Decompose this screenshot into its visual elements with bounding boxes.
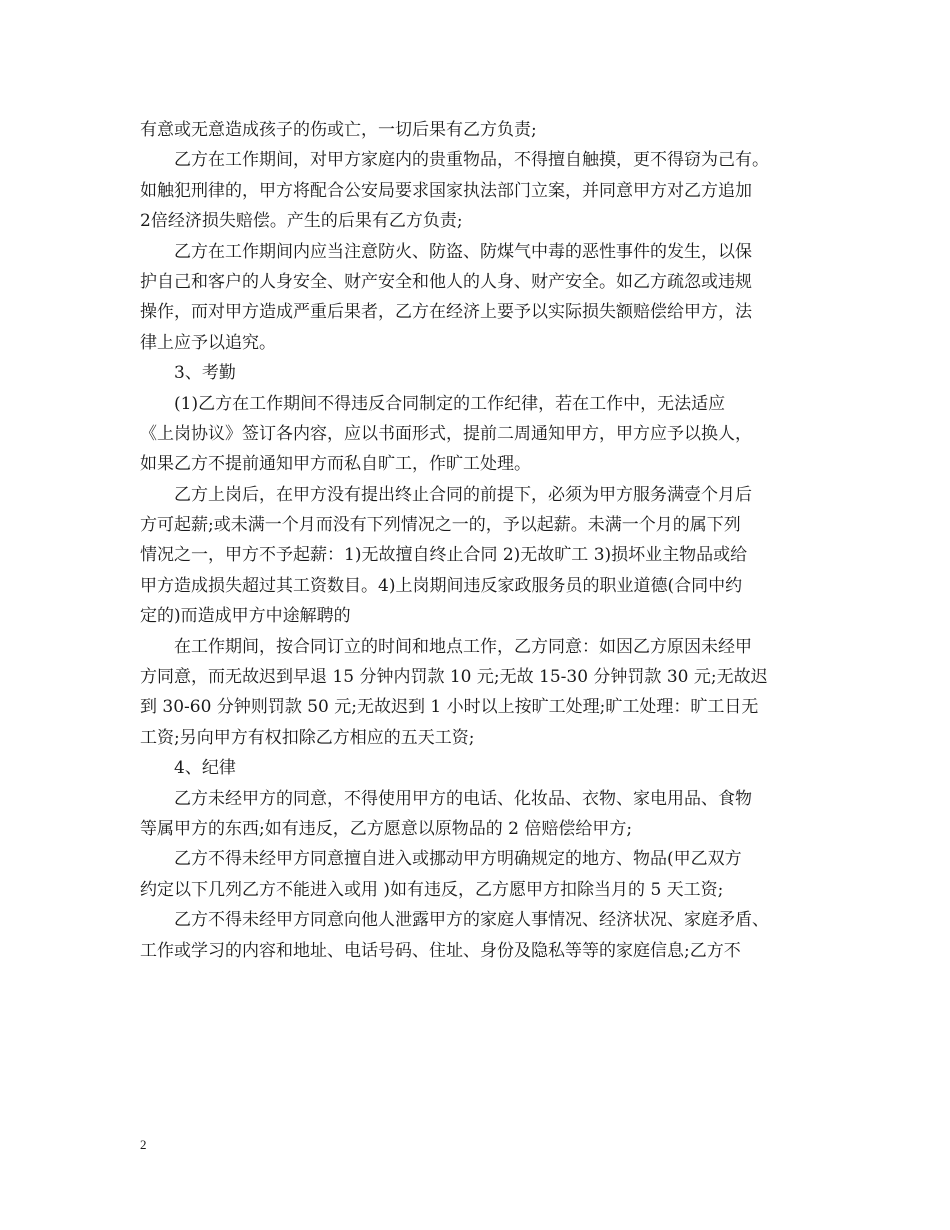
text-line: 工作或学习的内容和地址、电话号码、住址、身份及隐私等等的家庭信息;乙方不 bbox=[140, 940, 741, 961]
text-line: 方可起薪;或未满一个月而没有下列情况之一的，予以起薪。未满一个月的属下列 bbox=[140, 515, 741, 536]
text-line: 乙方在工作期间，对甲方家庭内的贵重物品，不得擅自触摸，更不得窃为己有。 bbox=[174, 150, 769, 171]
text-line: 律上应予以追究。 bbox=[140, 332, 276, 353]
text-line: 如触犯刑律的，甲方将配合公安局要求国家执法部门立案，并同意甲方对乙方追加 bbox=[140, 180, 752, 201]
text-line: 如果乙方不提前通知甲方而私自旷工，作旷工处理。 bbox=[140, 454, 531, 475]
text-line: 工资;另向甲方有权扣除乙方相应的五天工资; bbox=[140, 727, 475, 748]
text-line: 在工作期间，按合同订立的时间和地点工作，乙方同意：如因乙方原因未经甲 bbox=[174, 636, 752, 657]
text-line: 情况之一，甲方不予起薪：1)无故擅自终止合同 2)无故旷工 3)损坏业主物品或给 bbox=[140, 545, 748, 566]
text-line: 2倍经济损失赔偿。产生的后果有乙方负责; bbox=[140, 211, 463, 232]
text-line: 到 30-60 分钟则罚款 50 元;无故迟到 1 小时以上按旷工处理;旷工处理：旷工日无 bbox=[140, 697, 759, 718]
text-line: 甲方造成损失超过其工资数目。4)上岗期间违反家政服务员的职业道德(合同中约 bbox=[140, 575, 743, 596]
text-line: 操作，而对甲方造成严重后果者，乙方在经济上要予以实际损失额赔偿给甲方，法 bbox=[140, 302, 752, 323]
document-body bbox=[140, 115, 815, 966]
text-line: 方同意，而无故迟到早退 15 分钟内罚款 10 元;无故 15-30 分钟罚款 30 元;无故迟 bbox=[140, 667, 768, 688]
text-line: 乙方不得未经甲方同意向他人泄露甲方的家庭人事情况、经济状况、家庭矛盾、 bbox=[174, 910, 769, 931]
text-line: 乙方在工作期间内应当注意防火、防盗、防煤气中毒的恶性事件的发生，以保 bbox=[174, 241, 752, 262]
text-line: 乙方不得未经甲方同意擅自进入或挪动甲方明确规定的地方、物品(甲乙双方 bbox=[174, 849, 742, 870]
text-line: (1)乙方在工作期间不得违反合同制定的工作纪律，若在工作中，无法适应 bbox=[174, 393, 726, 414]
text-line: 乙方未经甲方的同意，不得使用甲方的电话、化妆品、衣物、家电用品、食物 bbox=[174, 788, 752, 809]
text-line: 定的)而造成甲方中途解聘的 bbox=[140, 606, 351, 627]
text-line: 护自己和客户的人身安全、财产安全和他人的人身、财产安全。如乙方疏忽或违规 bbox=[140, 271, 752, 292]
text-line: 3、考勤 bbox=[174, 363, 236, 384]
text-line: 等属甲方的东西;如有违反，乙方愿意以原物品的 2 倍赔偿给甲方; bbox=[140, 818, 633, 839]
text-line: 有意或无意造成孩子的伤或亡，一切后果有乙方负责; bbox=[140, 120, 537, 140]
text-line: 乙方上岗后，在甲方没有提出终止合同的前提下，必须为甲方服务满壹个月后 bbox=[174, 484, 752, 505]
text-line: 约定以下几列乙方不能进入或用 )如有违反，乙方愿甲方扣除当月的 5 天工资; bbox=[140, 879, 724, 900]
text-line: 4、纪律 bbox=[174, 758, 236, 779]
text-line: 《上岗协议》签订各内容，应以书面形式，提前二周通知甲方，甲方应予以换人， bbox=[140, 423, 752, 444]
page-number: 2 bbox=[140, 1137, 147, 1152]
